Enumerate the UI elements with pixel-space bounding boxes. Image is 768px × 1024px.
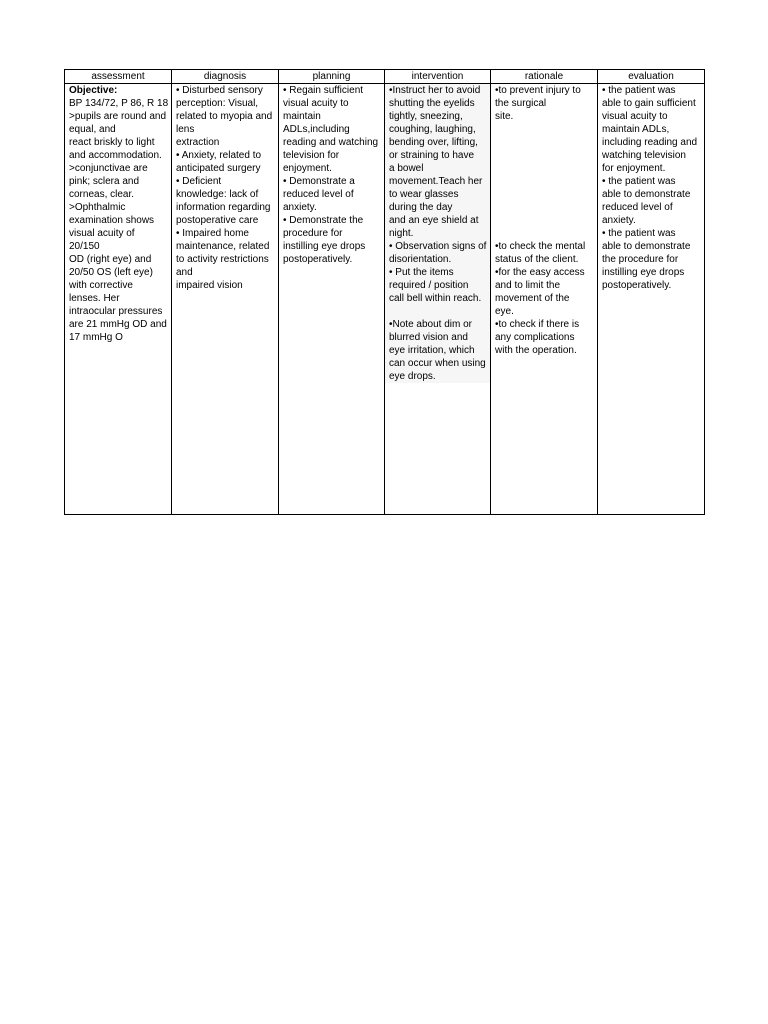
cell-line: able to demonstrate [602, 241, 691, 252]
cell-line: • Put the items [389, 267, 454, 278]
cell-line: night. [389, 228, 414, 239]
rationale-cell [491, 84, 598, 515]
cell-line: information regarding [176, 202, 271, 213]
cell-line: intraocular pressures [69, 306, 163, 317]
cell-line: instilling eye drops [283, 241, 366, 252]
cell-line: movement.Teach her [389, 176, 483, 187]
cell-line: lenses. Her [69, 293, 120, 304]
cell-line: equal, and [69, 124, 116, 135]
cell-line: and to limit the [495, 280, 561, 291]
cell-line: bending over, lifting, [389, 137, 478, 148]
cell-line [495, 149, 593, 162]
cell-line [495, 136, 593, 149]
header-assessment: assessment [65, 70, 172, 84]
cell-line: coughing, laughing, [389, 124, 476, 135]
cell-line: ADLs,including [283, 124, 350, 135]
cell-line: 20/50 OS (left eye) [69, 267, 153, 278]
cell-line: postoperatively. [602, 280, 672, 291]
cell-line: >pupils are round and [69, 111, 167, 122]
cell-line: maintain [283, 111, 321, 122]
cell-line: postoperative care [176, 215, 259, 226]
cell-line: and an eye shield at [389, 215, 479, 226]
cell-line [495, 227, 593, 240]
cell-line: site. [495, 111, 514, 122]
intervention-text-block [385, 84, 490, 383]
cell-line: shutting the eyelids [389, 98, 475, 109]
cell-line: perception: Visual, [176, 98, 259, 109]
cell-line: required / position [389, 280, 469, 291]
cell-line: •Instruct her to avoid [389, 85, 481, 96]
cell-line: watching television [602, 150, 686, 161]
cell-line: impaired vision [176, 280, 243, 291]
cell-line: reading and watching [283, 137, 379, 148]
planning-cell [279, 84, 385, 515]
cell-line: able to demonstrate [602, 189, 691, 200]
cell-line: anxiety. [602, 215, 636, 226]
cell-line: including reading and [602, 137, 698, 148]
cell-line: lens [176, 124, 195, 135]
cell-line: • Anxiety, related to [176, 150, 262, 161]
cell-line [495, 188, 593, 201]
cell-line: movement of the [495, 293, 570, 304]
assessment-cell [65, 84, 172, 515]
cell-line: instilling eye drops [602, 267, 685, 278]
evaluation-cell [598, 84, 705, 515]
cell-line: pink; sclera and [69, 176, 140, 187]
cell-line: maintenance, related [176, 241, 270, 252]
cell-line: procedure for [283, 228, 343, 239]
cell-line: with corrective [69, 280, 133, 291]
header-rationale: rationale [491, 70, 598, 84]
cell-line: • Demonstrate the [283, 215, 364, 226]
cell-line: anticipated surgery [176, 163, 261, 174]
cell-line: anxiety. [283, 202, 317, 213]
cell-line: to wear glasses [389, 189, 459, 200]
cell-line [495, 162, 593, 175]
cell-line: and [176, 267, 193, 278]
cell-line: • Observation signs of [389, 241, 487, 252]
cell-line: to activity restrictions [176, 254, 269, 265]
cell-line [495, 214, 593, 227]
cell-line: >Ophthalmic [69, 202, 126, 213]
cell-line: • Deficient [176, 176, 222, 187]
cell-line: knowledge: lack of [176, 189, 259, 200]
cell-line: extraction [176, 137, 220, 148]
cell-line: • the patient was [602, 176, 676, 187]
cell-line: examination shows [69, 215, 155, 226]
cell-line: visual acuity of [69, 228, 135, 239]
cell-line: can occur when using [389, 358, 486, 369]
cell-line: • Demonstrate a [283, 176, 355, 187]
cell-line: able to gain sufficient [602, 98, 696, 109]
cell-line: 20/150 [69, 241, 100, 252]
cell-line: during the day [389, 202, 453, 213]
cell-line: eye. [495, 306, 514, 317]
cell-line: • the patient was [602, 228, 676, 239]
cell-line: tightly, sneezing, [389, 111, 463, 122]
header-evaluation: evaluation [598, 70, 705, 84]
cell-line: eye irritation, which [389, 345, 475, 356]
cell-line: Objective: [69, 85, 118, 96]
cell-line: enjoyment. [283, 163, 332, 174]
cell-line: the procedure for [602, 254, 679, 265]
cell-line: • the patient was [602, 85, 676, 96]
cell-line: the surgical [495, 98, 547, 109]
cell-line: any complications [495, 332, 575, 343]
cell-line: OD (right eye) and [69, 254, 152, 265]
cell-line: visual acuity to [602, 111, 668, 122]
cell-line: •to check if there is [495, 319, 580, 330]
cell-line: and accommodation. [69, 150, 162, 161]
cell-line: for enjoyment. [602, 163, 666, 174]
cell-line: status of the client. [495, 254, 579, 265]
cell-line: or straining to have [389, 150, 475, 161]
cell-line: television for [283, 150, 340, 161]
cell-line: •for the easy access [495, 267, 585, 278]
cell-line: corneas, clear. [69, 189, 135, 200]
cell-line [495, 201, 593, 214]
header-row [65, 70, 705, 84]
cell-line: 17 mmHg O [69, 332, 123, 343]
cell-line: >conjunctivae are [69, 163, 148, 174]
cell-line: •Note about dim or [389, 319, 472, 330]
cell-line: blurred vision and [389, 332, 468, 343]
cell-line: related to myopia and [176, 111, 273, 122]
cell-line: maintain ADLs, [602, 124, 670, 135]
cell-line: visual acuity to [283, 98, 349, 109]
cell-line: •to check the mental [495, 241, 586, 252]
cell-line: are 21 mmHg OD and [69, 319, 167, 330]
cell-line: •to prevent injury to [495, 85, 581, 96]
header-planning: planning [279, 70, 385, 84]
cell-line: with the operation. [495, 345, 577, 356]
cell-line: reduced level of [283, 189, 354, 200]
cell-line: disorientation. [389, 254, 452, 265]
nursing-care-plan-table [64, 69, 705, 515]
cell-line: • Impaired home [176, 228, 249, 239]
cell-line: eye drops. [389, 371, 436, 382]
cell-line: BP 134/72, P 86, R 18 [69, 98, 169, 109]
header-diagnosis: diagnosis [172, 70, 279, 84]
cell-line: • Regain sufficient [283, 85, 364, 96]
diagnosis-cell [172, 84, 279, 515]
cell-line [389, 305, 486, 318]
cell-line: a bowel [389, 163, 424, 174]
cell-line: postoperatively. [283, 254, 353, 265]
cell-line: reduced level of [602, 202, 673, 213]
cell-line: call bell within reach. [389, 293, 482, 304]
cell-line [495, 123, 593, 136]
content-row [65, 84, 705, 515]
cell-line: • Disturbed sensory [176, 85, 263, 96]
header-intervention: intervention [385, 70, 491, 84]
cell-line: react briskly to light [69, 137, 155, 148]
cell-line [495, 175, 593, 188]
intervention-cell [385, 84, 491, 515]
